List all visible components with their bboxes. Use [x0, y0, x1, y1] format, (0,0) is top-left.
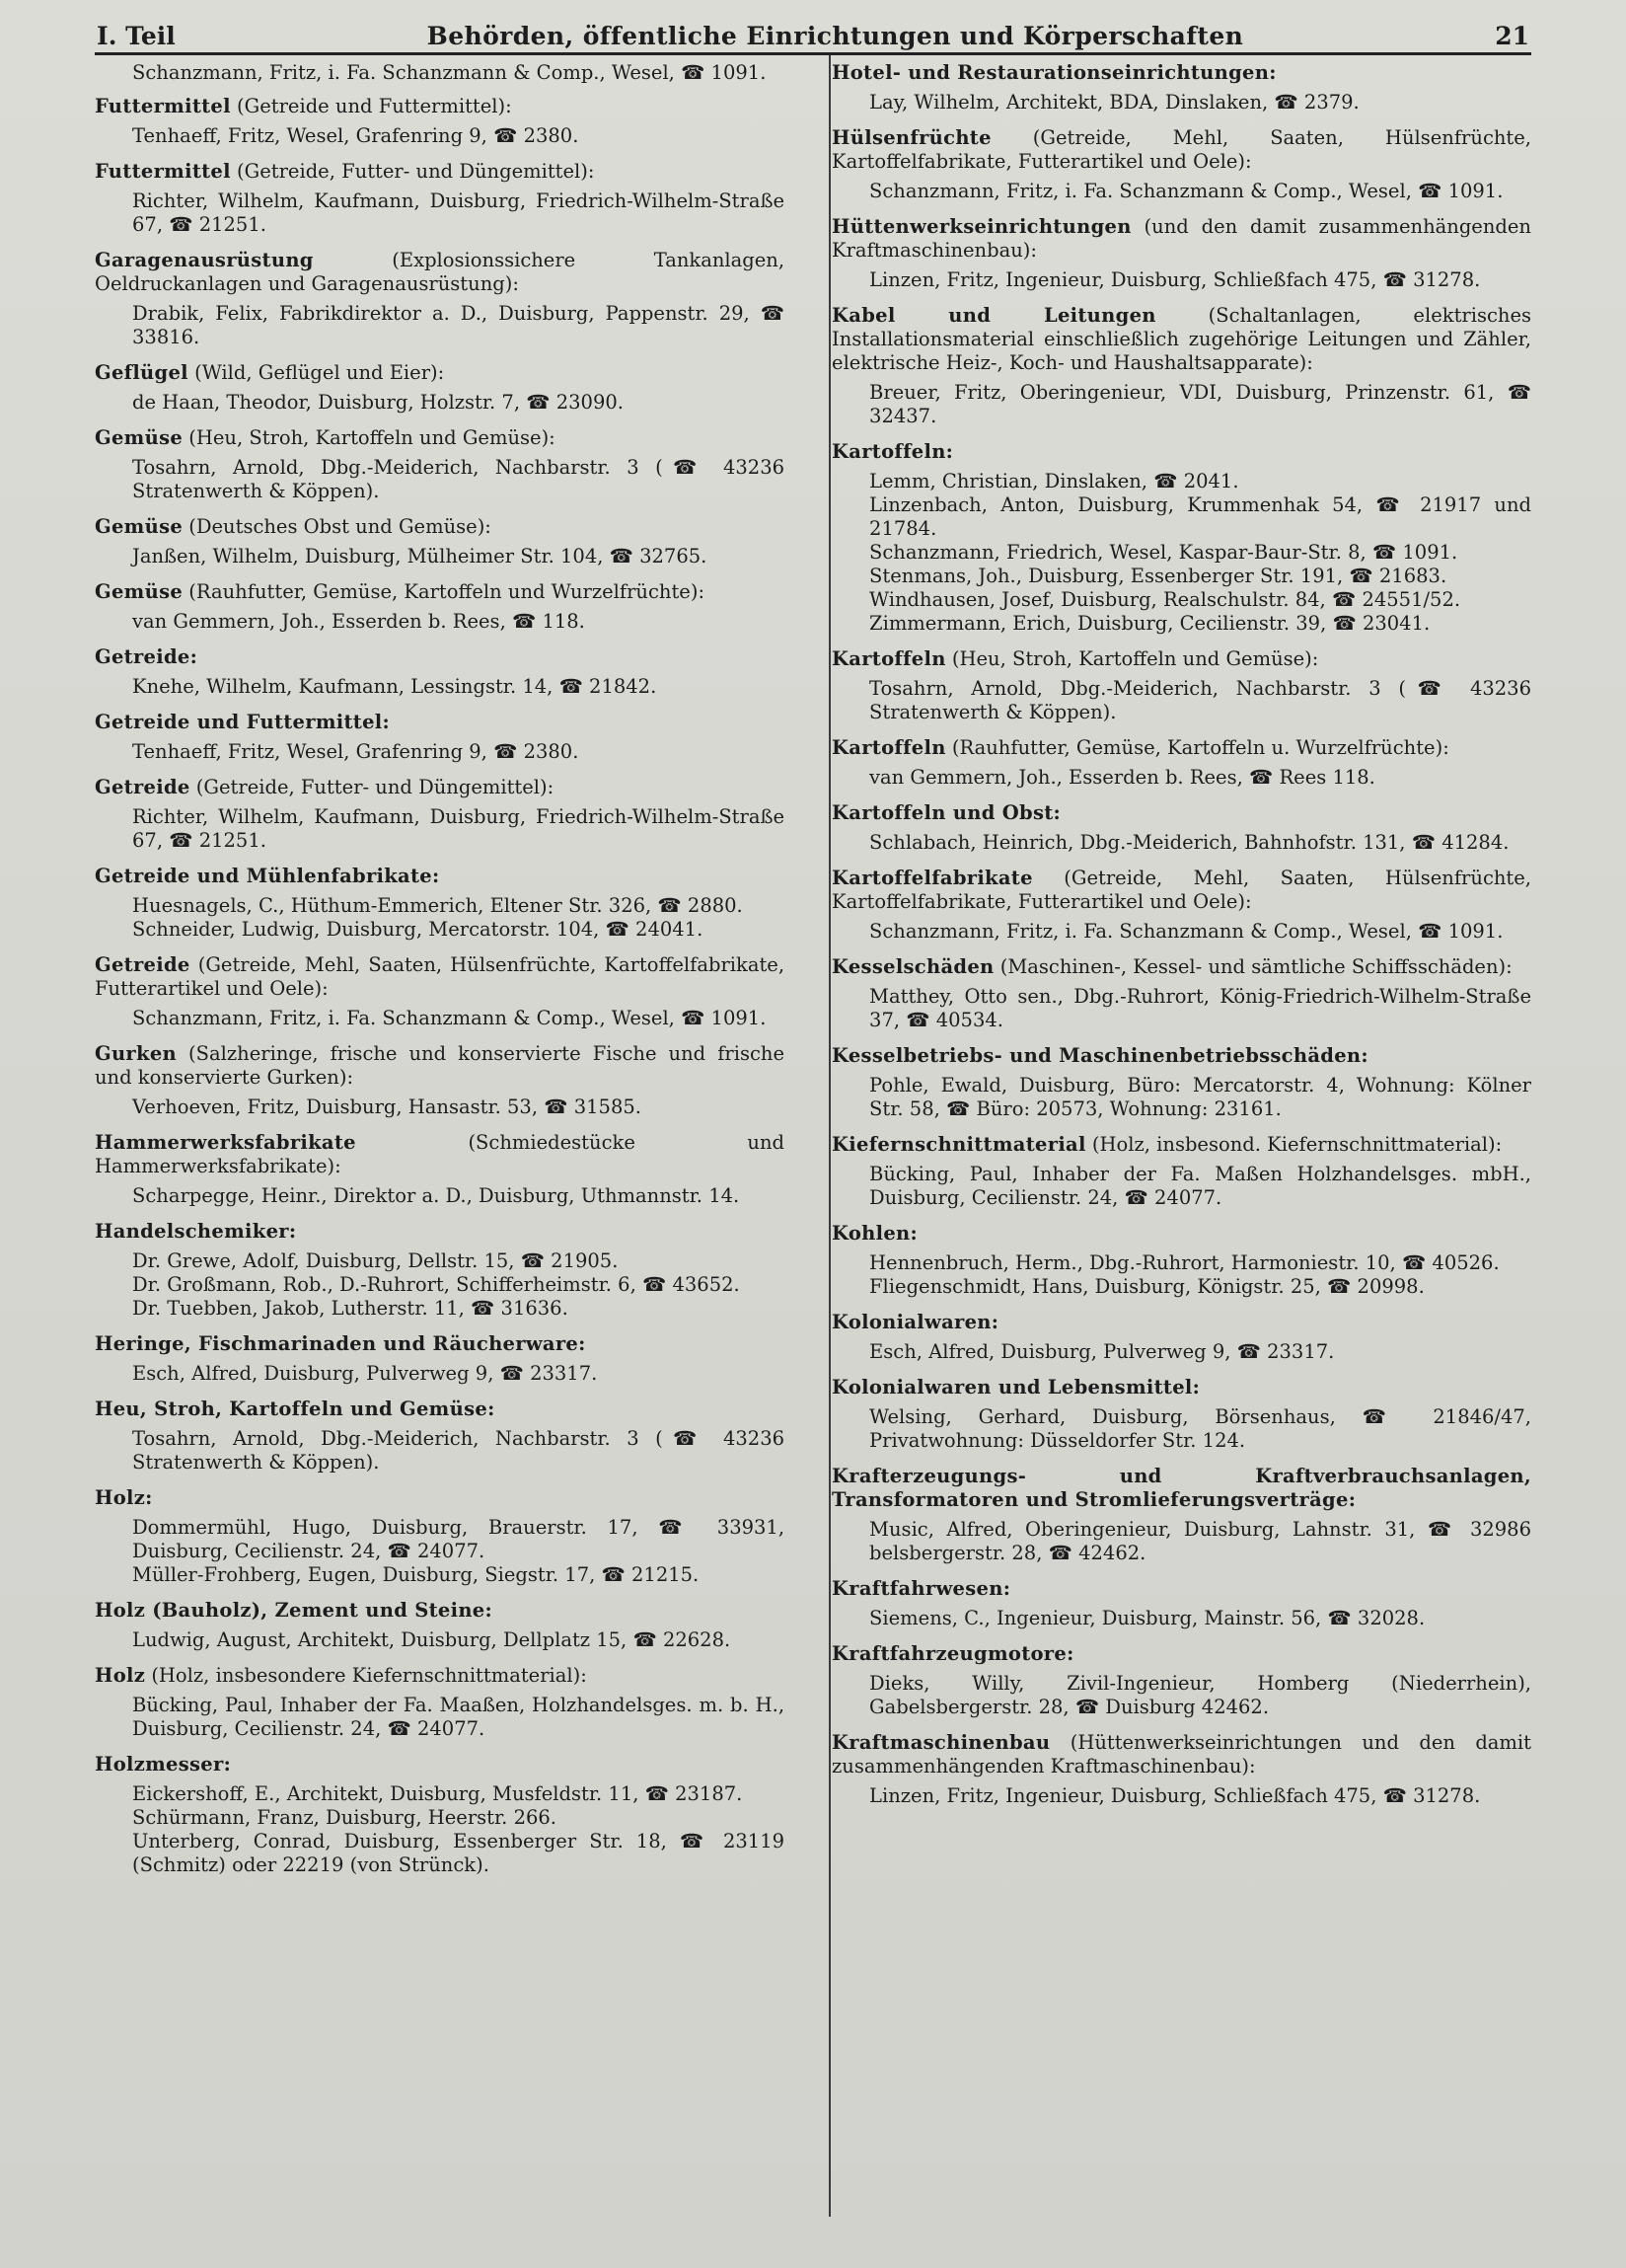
directory-section [95, 1398, 784, 1474]
section-heading [95, 711, 784, 734]
directory-section [832, 955, 1531, 1032]
section-subtitle: (Deutsches Obst und Gemüse): [183, 515, 491, 538]
section-title: Kartoffeln und Obst: [832, 801, 1062, 824]
directory-entry: Dr. Grewe, Adolf, Duisburg, Dellstr. 15, ☎ 21905. [132, 1249, 619, 1272]
section-title: Kolonialwaren: [832, 1311, 999, 1333]
directory-section [95, 515, 784, 568]
section-subtitle: (Heu, Stroh, Kartoffeln und Gemüse): [183, 426, 555, 449]
section-title: Holz (Bauholz), Zement und Steine: [95, 1599, 493, 1622]
section-title: Getreide und Futtermittel: [95, 711, 391, 733]
section-heading [95, 160, 784, 184]
directory-entry: Janßen, Wilhelm, Duisburg, Mülheimer Str. 104, ☎ 32765. [132, 545, 707, 567]
directory-entry: van Gemmern, Joh., Esserden b. Rees, ☎ Rees 118. [869, 766, 1375, 789]
directory-entry: Lay, Wilhelm, Architekt, BDA, Dinslaken, ☎ 2379. [869, 91, 1360, 113]
directory-entry: Tosahrn, Arnold, Dbg.-Meiderich, Nachbarstr. 3 (☎ 43236 Stratenwerth & Köppen). [869, 677, 1531, 723]
section-title: Gemüse [95, 580, 184, 603]
directory-entry: Dr. Großmann, Rob., D.-Ruhrort, Schifferheimstr. 6, ☎ 43652. [132, 1273, 740, 1296]
section-title: Hammerwerksfabrikate [95, 1131, 356, 1154]
section-title: Hotel- und Restaurationseinrichtungen: [832, 61, 1277, 84]
section-subtitle: (Getreide, Mehl, Saaten, Hülsenfrüchte, Kartoffelfabrikate, Futterartikel und Oele): [832, 126, 1531, 173]
section-title: Heu, Stroh, Kartoffeln und Gemüse: [95, 1398, 495, 1420]
directory-entry: Hennenbruch, Herm., Dbg.-Ruhrort, Harmoniestr. 10, ☎ 40526. [869, 1251, 1500, 1274]
section-title: Hülsenfrüchte [832, 126, 992, 149]
section-subtitle: (Getreide, Mehl, Saaten, Hülsenfrüchte, Kartoffelfabrikate, Futterartikel und Oele): [95, 953, 785, 1000]
column-divider [829, 55, 831, 2217]
section-title: Garagenausrüstung [95, 249, 314, 271]
directory-section [832, 1642, 1531, 1719]
section-heading [832, 955, 1531, 979]
directory-entry: Schürmann, Franz, Duisburg, Heerstr. 266. [132, 1806, 556, 1829]
section-title: Krafterzeugungs- und Kraftverbrauchsanlagen, Transformatoren und Stromlieferungsverträge: [832, 1465, 1531, 1511]
directory-section [832, 304, 1531, 428]
section-heading [95, 515, 784, 539]
section-title: Gemüse [95, 515, 184, 538]
section-heading [95, 249, 784, 296]
section-title: Geflügel [95, 361, 188, 384]
directory-entry: Schlabach, Heinrich, Dbg.-Meiderich, Bahnhofstr. 131, ☎ 41284. [869, 831, 1510, 854]
running-title: Behörden, öffentliche Einrichtungen und Körperschaften [426, 22, 1244, 50]
directory-section [832, 801, 1531, 855]
directory-section [95, 776, 784, 853]
directory-section [95, 1220, 784, 1321]
section-title: Futtermittel [95, 95, 231, 117]
section-heading [95, 1599, 784, 1623]
section-heading [832, 126, 1531, 174]
section-title: Kiefernschnittmaterial [832, 1133, 1086, 1156]
section-subtitle: (Schmiedestücke und Hammerwerksfabrikate): [95, 1131, 785, 1177]
section-title: Hüttenwerkseinrichtungen [832, 215, 1132, 238]
directory-section [95, 1042, 784, 1119]
directory-entry: Richter, Wilhelm, Kaufmann, Duisburg, Friedrich-Wilhelm-Straße 67, ☎ 21251. [132, 189, 785, 236]
section-title: Getreide [95, 953, 190, 976]
section-title: Getreide und Mühlenfabrikate: [95, 865, 440, 887]
section-title: Holzmesser: [95, 1753, 232, 1776]
directory-section [95, 1664, 784, 1741]
directory-section [832, 867, 1531, 944]
section-heading [832, 1311, 1531, 1334]
directory-entry: Tenhaeff, Fritz, Wesel, Grafenring 9, ☎ 2380. [132, 124, 579, 147]
section-title: Kohlen: [832, 1222, 919, 1245]
directory-entry: Bücking, Paul, Inhaber der Fa. Maßen Holzhandelsges. mbH., Duisburg, Cecilienstr. 24, ☎ 24077. [869, 1163, 1531, 1209]
section-title: Holz [95, 1664, 146, 1687]
section-heading [832, 867, 1531, 914]
directory-entry: Tenhaeff, Fritz, Wesel, Grafenring 9, ☎ 2380. [132, 740, 579, 763]
columns [95, 55, 1531, 2217]
directory-section [832, 61, 1531, 114]
directory-section [832, 1044, 1531, 1121]
directory-entry: Welsing, Gerhard, Duisburg, Börsenhaus, ☎ 21846/47, Privatwohnung: Düsseldorfer Str. 124. [869, 1405, 1531, 1452]
directory-entry: Schanzmann, Friedrich, Wesel, Kaspar-Baur-Str. 8, ☎ 1091. [869, 541, 1458, 564]
section-subtitle: (Rauhfutter, Gemüse, Kartoffeln u. Wurzelfrüchte): [945, 736, 1449, 759]
section-title: Gurken [95, 1042, 177, 1065]
section-subtitle: (Hüttenwerkseinrichtungen und den damit zusammenhängenden Kraftmaschinenbau): [832, 1731, 1531, 1777]
section-heading [832, 304, 1531, 375]
section-title: Holz: [95, 1486, 153, 1509]
directory-section [95, 361, 784, 415]
directory-section [95, 645, 784, 699]
section-heading [95, 1486, 784, 1510]
directory-entry: Dieks, Willy, Zivil-Ingenieur, Homberg (Niederrhein), Gabelsbergerstr. 28, ☎ Duisburg 42462. [869, 1672, 1531, 1718]
directory-entry: Richter, Wilhelm, Kaufmann, Duisburg, Friedrich-Wilhelm-Straße 67, ☎ 21251. [132, 805, 785, 852]
section-title: Kartoffeln [832, 647, 946, 670]
directory-entry: van Gemmern, Joh., Esserden b. Rees, ☎ 118. [132, 610, 585, 633]
section-title: Getreide [95, 776, 190, 798]
directory-entry: Pohle, Ewald, Duisburg, Büro: Mercatorstr. 4, Wohnung: Kölner Str. 58, ☎ Büro: 20573, Wohnung: 23161. [869, 1074, 1531, 1120]
directory-section [832, 1376, 1531, 1453]
section-title: Kesselschäden [832, 955, 995, 978]
section-title: Kraftfahrwesen: [832, 1577, 1011, 1600]
directory-entry: Eickershoff, E., Architekt, Duisburg, Musfeldstr. 11, ☎ 23187. [132, 1782, 743, 1805]
section-title: Kartoffeln [832, 736, 946, 759]
section-title: Gemüse [95, 426, 184, 449]
section-title: Kesselbetriebs- und Maschinenbetriebsschäden: [832, 1044, 1368, 1067]
directory-entry: Music, Alfred, Oberingenieur, Duisburg, Lahnstr. 31, ☎ 32986 belsbergerstr. 28, ☎ 42462. [869, 1518, 1531, 1564]
continued-entry: Schanzmann, Fritz, i. Fa. Schanzmann & Comp., Wesel, ☎ 1091. [132, 61, 767, 84]
directory-entry: Dr. Tuebben, Jakob, Lutherstr. 11, ☎ 31636. [132, 1297, 568, 1320]
directory-entry: Stenmans, Joh., Duisburg, Essenberger Str. 191, ☎ 21683. [869, 565, 1447, 587]
directory-section [95, 1599, 784, 1652]
directory-section [832, 1311, 1531, 1364]
page-number: 21 [1495, 22, 1529, 50]
section-title: Getreide: [95, 645, 198, 668]
section-title: Heringe, Fischmarinaden und Räucherware: [95, 1332, 586, 1355]
directory-section [832, 1133, 1531, 1210]
section-heading [832, 1133, 1531, 1157]
section-heading [95, 1398, 784, 1421]
directory-entry: Linzen, Fritz, Ingenieur, Duisburg, Schließfach 475, ☎ 31278. [869, 268, 1481, 291]
left-column [95, 55, 798, 2217]
directory-entry: Linzen, Fritz, Ingenieur, Duisburg, Schließfach 475, ☎ 31278. [869, 1784, 1481, 1807]
section-title: Kraftmaschinenbau [832, 1731, 1051, 1754]
directory-section [832, 215, 1531, 292]
section-heading [832, 1465, 1531, 1512]
section-title: Kraftfahrzeugmotore: [832, 1642, 1074, 1665]
directory-section [832, 1577, 1531, 1630]
directory-entry: Knehe, Wilhelm, Kaufmann, Lessingstr. 14, ☎ 21842. [132, 675, 657, 698]
section-subtitle: (Schaltanlagen, elektrisches Installationsmaterial einschließlich zugehörige Leitungen und Zähler, elektrische Heiz-, Koch- und Haushaltsapparate): [832, 304, 1531, 374]
section-subtitle: (und den damit zusammenhängenden Kraftmaschinenbau): [832, 215, 1531, 262]
directory-section [832, 1222, 1531, 1299]
directory-entry: Esch, Alfred, Duisburg, Pulverweg 9, ☎ 23317. [132, 1362, 598, 1385]
section-heading [95, 1664, 784, 1688]
directory-section [832, 126, 1531, 203]
directory-entry: Windhausen, Josef, Duisburg, Realschulstr. 84, ☎ 24551/52. [869, 588, 1461, 611]
directory-section [832, 736, 1531, 790]
directory-section [95, 711, 784, 764]
section-title: Futtermittel [95, 160, 231, 183]
section-subtitle: (Rauhfutter, Gemüse, Kartoffeln und Wurzelfrüchte): [183, 580, 705, 603]
directory-entry: Lemm, Christian, Dinslaken, ☎ 2041. [869, 470, 1239, 492]
directory-section [95, 580, 784, 634]
section-heading [95, 1042, 784, 1090]
directory-entry: Scharpegge, Heinr., Direktor a. D., Duisburg, Uthmannstr. 14. [132, 1184, 740, 1207]
section-heading [95, 865, 784, 888]
section-subtitle: (Wild, Geflügel und Eier): [187, 361, 445, 384]
directory-entry: Fliegenschmidt, Hans, Duisburg, Königstr. 25, ☎ 20998. [869, 1275, 1425, 1298]
directory-entry: Zimmermann, Erich, Duisburg, Cecilienstr. 39, ☎ 23041. [869, 612, 1431, 635]
section-heading [95, 1753, 784, 1777]
section-title: Handelschemiker: [95, 1220, 297, 1243]
section-heading [832, 801, 1531, 825]
section-heading [832, 1731, 1531, 1778]
directory-section [95, 160, 784, 237]
directory-section [832, 647, 1531, 724]
directory-section [832, 1731, 1531, 1808]
section-subtitle: (Getreide, Futter- und Düngemittel): [230, 160, 595, 183]
directory-entry: Tosahrn, Arnold, Dbg.-Meiderich, Nachbarstr. 3 (☎ 43236 Stratenwerth & Köppen). [132, 1427, 785, 1474]
directory-entry: Schanzmann, Fritz, i. Fa. Schanzmann & Comp., Wesel, ☎ 1091. [132, 1007, 767, 1029]
directory-entry: Linzenbach, Anton, Duisburg, Krummenhak 54, ☎ 21917 und 21784. [869, 493, 1531, 540]
section-title: Kolonialwaren und Lebensmittel: [832, 1376, 1201, 1399]
section-heading [832, 1222, 1531, 1246]
directory-entry: Schneider, Ludwig, Duisburg, Mercatorstr. 104, ☎ 24041. [132, 918, 703, 941]
directory-entry: Matthey, Otto sen., Dbg.-Ruhrort, König-Friedrich-Wilhelm-Straße 37, ☎ 40534. [869, 985, 1531, 1031]
section-heading [95, 361, 784, 385]
directory-entry: Müller-Frohberg, Eugen, Duisburg, Siegstr. 17, ☎ 21215. [132, 1563, 700, 1586]
directory-entry: Ludwig, August, Architekt, Duisburg, Dellplatz 15, ☎ 22628. [132, 1628, 731, 1651]
section-heading [95, 1220, 784, 1244]
section-title: Kartoffelfabrikate [832, 867, 1033, 889]
directory-entry: Drabik, Felix, Fabrikdirektor a. D., Duisburg, Pappenstr. 29, ☎ 33816. [132, 302, 785, 348]
section-heading [832, 1642, 1531, 1666]
section-title: Kartoffeln: [832, 440, 954, 463]
section-heading [832, 215, 1531, 263]
directory-entry: Schanzmann, Fritz, i. Fa. Schanzmann & Comp., Wesel, ☎ 1091. [869, 920, 1504, 943]
section-subtitle: (Holz, insbesondere Kiefernschnittmaterial): [145, 1664, 587, 1687]
directory-entry: Unterberg, Conrad, Duisburg, Essenberger Str. 18, ☎ 23119 (Schmitz) oder 22219 (von Strünck). [132, 1830, 785, 1876]
directory-section [95, 1131, 784, 1208]
directory-section [95, 426, 784, 503]
directory-section [95, 953, 784, 1030]
right-column [828, 55, 1531, 2217]
section-subtitle: (Heu, Stroh, Kartoffeln und Gemüse): [945, 647, 1319, 670]
directory-entry: Schanzmann, Fritz, i. Fa. Schanzmann & Comp., Wesel, ☎ 1091. [869, 180, 1504, 202]
directory-entry: de Haan, Theodor, Duisburg, Holzstr. 7, ☎ 23090. [132, 391, 624, 414]
directory-entry: Breuer, Fritz, Oberingenieur, VDI, Duisburg, Prinzenstr. 61, ☎ 32437. [869, 381, 1531, 427]
directory-section [95, 1332, 784, 1386]
section-subtitle: (Getreide und Futtermittel): [230, 95, 512, 117]
directory-entry: Dommermühl, Hugo, Duisburg, Brauerstr. 17, ☎ 33931, Duisburg, Cecilienstr. 24, ☎ 24077. [132, 1516, 785, 1562]
directory-section [832, 440, 1531, 636]
section-heading [832, 1044, 1531, 1068]
section-heading [832, 736, 1531, 760]
section-heading [832, 1376, 1531, 1399]
section-heading [95, 776, 784, 799]
directory-entry: Tosahrn, Arnold, Dbg.-Meiderich, Nachbarstr. 3 (☎ 43236 Stratenwerth & Köppen). [132, 456, 785, 502]
directory-section [95, 1486, 784, 1587]
section-subtitle: (Maschinen-, Kessel- und sämtliche Schiffsschäden): [994, 955, 1513, 978]
directory-entry: Huesnagels, C., Hüthum-Emmerich, Eltener Str. 326, ☎ 2880. [132, 894, 743, 917]
section-heading [95, 1332, 784, 1356]
directory-entry: Siemens, C., Ingenieur, Duisburg, Mainstr. 56, ☎ 32028. [869, 1607, 1426, 1629]
section-title: Kabel und Leitungen [832, 304, 1156, 327]
section-heading [95, 580, 784, 604]
section-heading [95, 95, 784, 118]
section-subtitle: (Salzheringe, frische und konservierte Fische und frische und konservierte Gurken): [95, 1042, 785, 1089]
directory-section [95, 865, 784, 942]
directory-section [95, 249, 784, 349]
section-heading [95, 426, 784, 450]
section-subtitle: (Getreide, Mehl, Saaten, Hülsenfrüchte, Kartoffelfabrikate, Futterartikel und Oele): [832, 867, 1531, 913]
section-heading [95, 1131, 784, 1178]
section-heading [832, 1577, 1531, 1601]
directory-entry: Bücking, Paul, Inhaber der Fa. Maaßen, Holzhandelsges. m. b. H., Duisburg, Cecilienstr. 24, ☎ 24077. [132, 1694, 785, 1740]
section-heading [832, 647, 1531, 671]
section-subtitle: (Getreide, Futter- und Düngemittel): [189, 776, 554, 798]
section-heading [832, 61, 1531, 85]
directory-entry: Verhoeven, Fritz, Duisburg, Hansastr. 53, ☎ 31585. [132, 1096, 641, 1118]
directory-entry: Esch, Alfred, Duisburg, Pulverweg 9, ☎ 23317. [869, 1340, 1335, 1363]
directory-section [832, 1465, 1531, 1565]
section-heading [95, 645, 784, 669]
section-subtitle: (Explosionssichere Tankanlagen, Oeldruckanlagen und Garagenausrüstung): [95, 249, 785, 295]
directory-section [95, 95, 784, 148]
directory-section [95, 1753, 784, 1877]
page-header [95, 22, 1531, 55]
part-label: I. Teil [97, 22, 176, 50]
section-heading [95, 953, 784, 1001]
section-subtitle: (Holz, insbesond. Kiefernschnittmaterial): [1085, 1133, 1503, 1156]
section-heading [832, 440, 1531, 464]
